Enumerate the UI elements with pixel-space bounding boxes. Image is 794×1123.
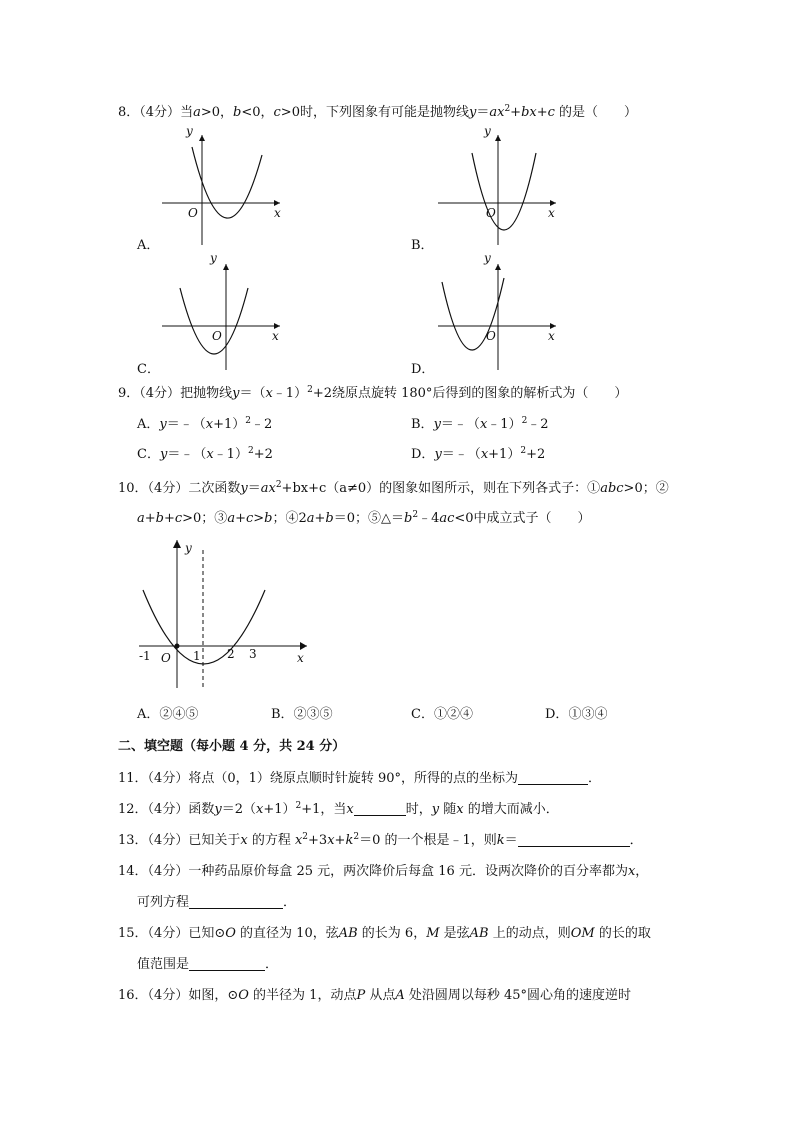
q8-graph-a xyxy=(150,125,290,250)
q9-option-c: C．y＝﹣（x﹣1）$^2$+2 xyxy=(137,446,273,462)
q15-answer-blank[interactable] xyxy=(189,956,265,971)
q8-a-origin: O xyxy=(188,206,198,220)
q9-option-d: D．$y=﹣(x+1)^2+2$ xyxy=(411,446,546,462)
q14-line1: 14．（4分）一种药品原价每盒 25 元，两次降价后每盒 16 元．设两次降价的百分率都为x， xyxy=(118,864,649,879)
q10-stem-line1: 10．（4分）二次函数$y=ax^2+bx+c(a\ne 0)$的图象如图所示，则在下列各式子：①abc>0；② xyxy=(118,480,669,496)
q9-option-a: A．$y=﹣(x+1)^2﹣2$ xyxy=(137,416,273,432)
q10-graph xyxy=(135,538,315,698)
q10-option-b: B．②③⑤ xyxy=(271,707,333,722)
q8-graph-b xyxy=(428,125,568,250)
section-fill-in-title: 二、填空题（每小题 4 分，共 24 分） xyxy=(118,739,346,754)
q8-d-x-label: x xyxy=(548,329,555,343)
q8-b-x-label: x xyxy=(548,206,555,220)
q10-y-label: y xyxy=(185,541,192,555)
q8-c-y-label: y xyxy=(210,251,217,265)
q15-line2: 值范围是 ． xyxy=(137,957,279,972)
q8-d-y-label: y xyxy=(484,251,491,265)
q14-line2: 可列方程 ． xyxy=(137,895,297,910)
q11: 11．（4分）将点（0，1）绕原点顺时针旋转 90°，所得的点的坐标为 ． xyxy=(118,771,602,786)
q8-a-x-label: x xyxy=(274,206,281,220)
q10-origin: O xyxy=(161,651,171,665)
q8-c-x-label: x xyxy=(272,329,279,343)
q13: 13．（4分）已知关于x 的方程 $x^2+3x+k^2=0$ 的一个根是﹣1，则k＝ ． xyxy=(118,832,643,848)
q10-tick-3: 3 xyxy=(249,647,257,661)
q10-stem-line2: a+b+c>0；③a+c>b；④2a+b＝0；$⑤\triangle=b^2﹣4ac<0$中成立式子（ ） xyxy=(137,510,591,526)
q10-option-d: D．①③④ xyxy=(545,707,608,722)
q16-line1: 16．（4分）如图，⊙O 的半径为 1，动点P 从点A 处沿圆周以每秒 45°圆心角的速度逆时 xyxy=(118,988,632,1003)
q8-option-b-label: B． xyxy=(411,238,434,253)
q10-option-a: A．②④⑤ xyxy=(137,707,199,722)
q13-answer-blank[interactable] xyxy=(518,832,630,847)
q11-answer-blank[interactable] xyxy=(518,770,588,785)
q8-option-a-label: A． xyxy=(137,238,160,253)
q8-graph-c xyxy=(150,250,290,375)
q10-option-c: C．①②④ xyxy=(411,707,473,722)
q8-a-y-label: y xyxy=(186,124,193,138)
q9-stem: 9．（4分）把抛物线y＝（x﹣1）$^2$+2绕原点旋转 180°后得到的图象的解析式为（ ） xyxy=(118,385,628,401)
q12: 12．（4分）函数$y=2(x+1)^2+1$，当x 时，y 随x 的增大而减小． xyxy=(118,801,559,817)
q8-d-origin: O xyxy=(486,329,496,343)
q10-tick-1: 1 xyxy=(193,649,201,663)
q14-answer-blank[interactable] xyxy=(189,894,283,909)
q8-option-d-label: D． xyxy=(411,362,435,377)
q8-graph-d xyxy=(428,250,568,375)
q9-option-b: B．y＝﹣（x﹣1）$^2$﹣2 xyxy=(411,416,549,432)
q8-b-y-label: y xyxy=(484,124,491,138)
q8-c-origin: O xyxy=(212,329,222,343)
q8-stem: 8．（4分）当a>0，b<0，c>0时，下列图象有可能是抛物线$y=ax^2+bx+c$ 的是（ ） xyxy=(118,104,638,120)
q10-tick-2: 2 xyxy=(227,647,235,661)
q8-b-origin: O xyxy=(486,206,496,220)
q10-x-label: x xyxy=(297,651,304,665)
q10-tick-neg1: -1 xyxy=(139,649,151,663)
q15-line1: 15．（4分）已知⊙O 的直径为 10，弦AB 的长为 6，M 是弦AB 上的动点，则OM 的长的取 xyxy=(118,926,651,941)
q8-option-c-label: C． xyxy=(137,362,160,377)
q12-answer-blank[interactable] xyxy=(354,801,406,816)
